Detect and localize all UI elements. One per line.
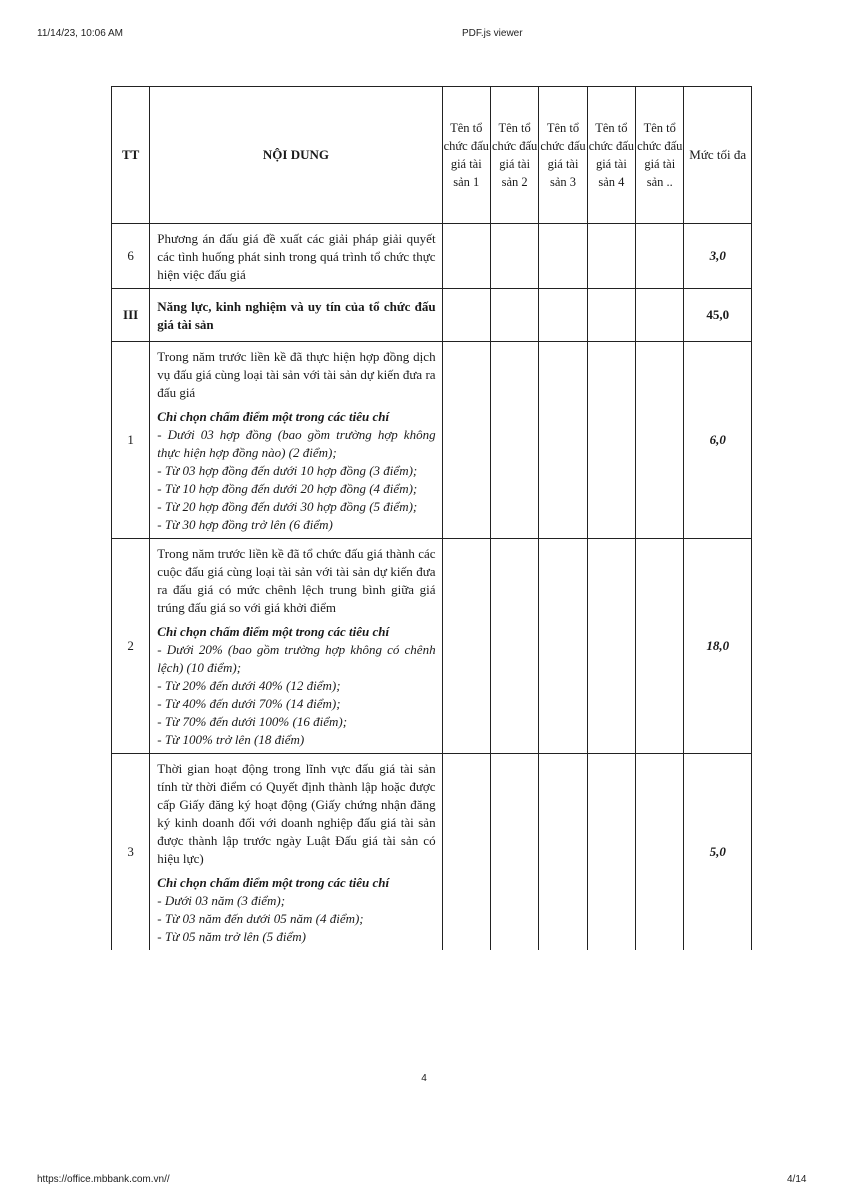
row-max-score: 3,0 [684,224,752,289]
row-tt: 1 [112,342,150,539]
criteria-item: - Từ 40% đến dưới 70% (14 điểm); [157,696,341,711]
section-max-score: 45,0 [684,289,752,342]
table-row [112,754,752,951]
row-description: Thời gian hoạt động trong lĩnh vực đấu giá tài sản tính từ thời điểm có Quyết định thành lập hoặc được cấp Giấy đăng ký hoạt động (Giấy chứng nhận đăng ký kinh doanh đối với doanh nghiệp đấu giá tài sản được thành lập trước ngày Luật Đấu giá tài sản có hiệu lực) [157,761,436,866]
table-header-row [112,87,752,224]
criteria-item: - Từ 03 năm đến dưới 05 năm (4 điểm); [157,911,364,926]
row-tt: 2 [112,539,150,754]
section-tt: III [112,289,150,342]
criteria-title: Chỉ chọn chấm điểm một trong các tiêu chí [157,624,390,639]
criteria-item: - Dưới 20% (bao gồm trường hợp không có chênh lệch) (10 điểm); [157,642,436,675]
row-max-score: 18,0 [684,539,752,754]
page-number: 4 [421,1073,427,1084]
criteria-item: - Từ 10 hợp đồng đến dưới 20 hợp đồng (4 điểm); [157,481,418,496]
row-content [150,539,442,754]
print-datetime: 11/14/23, 10:06 AM [37,28,123,39]
row-content [150,342,442,539]
row-max-score: 5,0 [684,754,752,951]
criteria-item: - Dưới 03 hợp đồng (bao gồm trường hợp không thực hiện hợp đồng nào) (2 điểm); [157,427,436,460]
criteria-item: - Từ 30 hợp đồng trở lên (6 điểm) [157,517,333,532]
header-org-5: Tên tổ chức đấu giá tài sản .. [636,87,684,224]
header-org-2: Tên tổ chức đấu giá tài sản 2 [490,87,538,224]
section-title: Năng lực, kinh nghiệm và uy tín của tổ chức đấu giá tài sản [150,289,442,342]
criteria-item: - Từ 20% đến dưới 40% (12 điểm); [157,678,341,693]
header-noi-dung: NỘI DUNG [150,87,442,224]
header-org-1: Tên tổ chức đấu giá tài sản 1 [442,87,490,224]
print-page-indicator: 4/14 [787,1174,807,1185]
row-tt: 6 [112,224,150,289]
criteria-item: - Dưới 03 năm (3 điểm); [157,893,286,908]
row-tt: 3 [112,754,150,951]
header-org-4: Tên tổ chức đấu giá tài sản 4 [587,87,635,224]
table-row [112,539,752,754]
header-tt: TT [112,87,150,224]
criteria-item: - Từ 05 năm trở lên (5 điểm) [157,929,307,944]
row-description: Trong năm trước liền kề đã thực hiện hợp đồng dịch vụ đấu giá cùng loại tài sản với tài sản dự kiến đưa ra đấu giá [157,349,436,400]
table-row [112,224,752,289]
criteria-title: Chỉ chọn chấm điểm một trong các tiêu chí [157,409,390,424]
criteria-item: - Từ 03 hợp đồng đến dưới 10 hợp đồng (3 điểm); [157,463,418,478]
print-url: https://office.mbbank.com.vn// [37,1174,170,1185]
row-content [150,754,442,951]
evaluation-table [111,86,752,950]
table-section-row [112,289,752,342]
criteria-item: - Từ 70% đến dưới 100% (16 điểm); [157,714,348,729]
criteria-title: Chỉ chọn chấm điểm một trong các tiêu chí [157,875,390,890]
header-org-3: Tên tổ chức đấu giá tài sản 3 [539,87,587,224]
print-page-title: PDF.js viewer [462,28,523,39]
table-row [112,342,752,539]
row-content: Phương án đấu giá đề xuất các giải pháp giải quyết các tình huống phát sinh trong quá trình tổ chức thực hiện việc đấu giá [150,224,442,289]
header-max-score: Mức tối đa [684,87,752,224]
row-description: Trong năm trước liền kề đã tổ chức đấu giá thành các cuộc đấu giá cùng loại tài sản với tài sản dự kiến đưa ra đấu giá có mức chênh lệch trung bình giữa giá trúng đấu giá so với giá khởi điểm [157,546,436,615]
row-max-score: 6,0 [684,342,752,539]
criteria-item: - Từ 100% trở lên (18 điểm) [157,732,305,747]
criteria-item: - Từ 20 hợp đồng đến dưới 30 hợp đồng (5 điểm); [157,499,418,514]
